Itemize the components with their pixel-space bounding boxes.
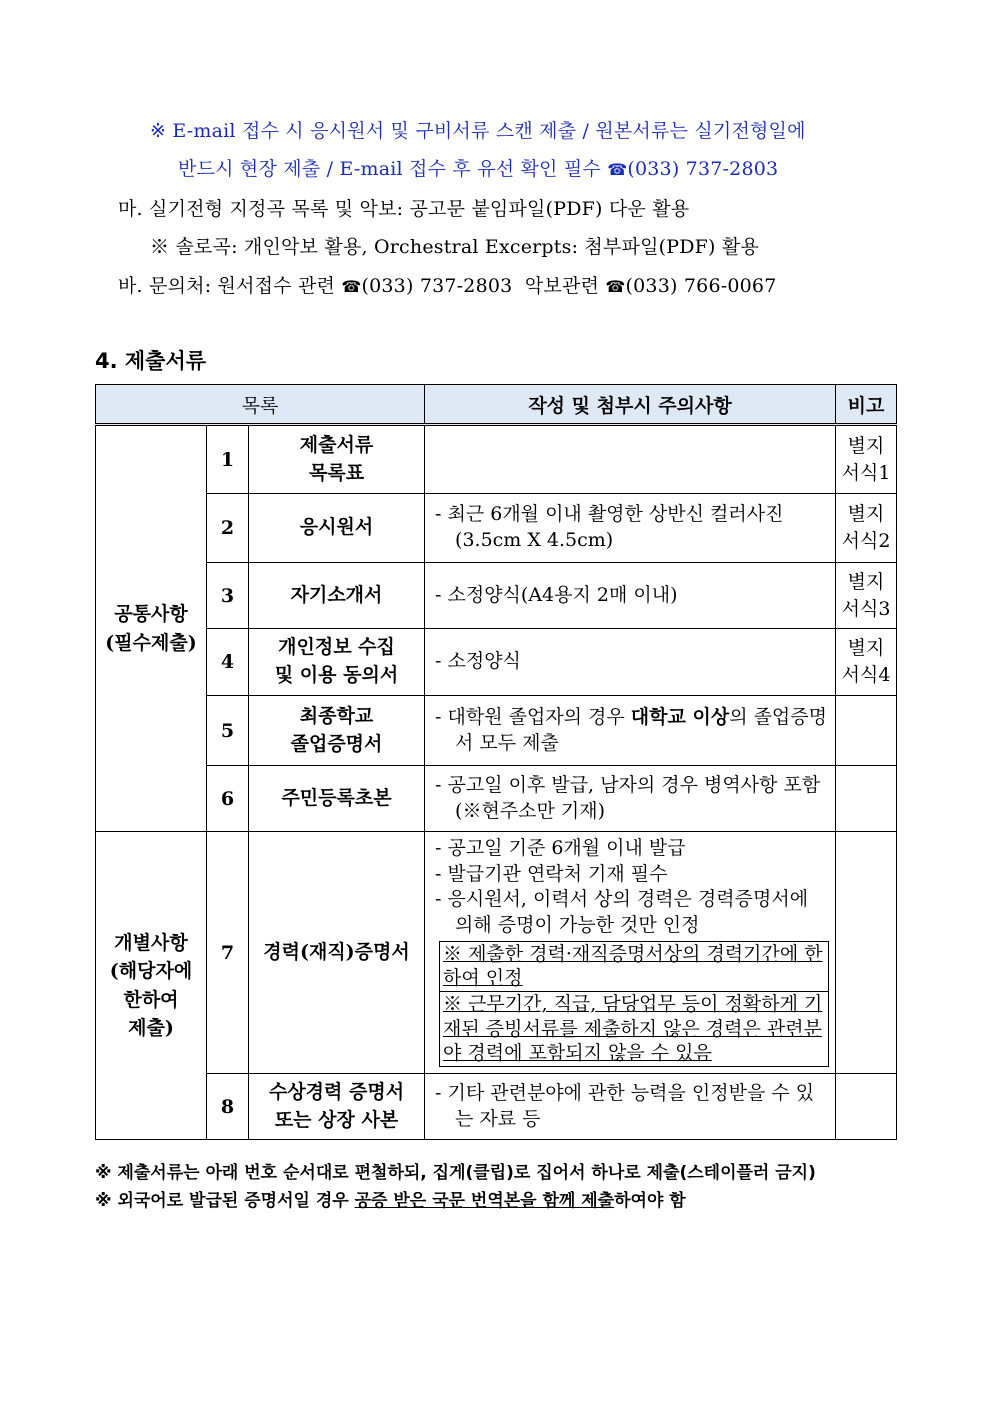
category-common-line: 공통사항 xyxy=(114,603,188,625)
doc-name-line: 주민등록초본 xyxy=(281,786,392,809)
row-number: 7 xyxy=(207,832,249,1074)
doc-notes xyxy=(425,494,836,563)
email-note-tel: (033) 737-2803 xyxy=(627,158,779,180)
item-ma-note: ※ 솔로곡: 개인악보 활용, Orchestral Excerpts: 첨부파일(PDF) 활용 xyxy=(150,236,760,258)
doc-remark xyxy=(836,832,897,1074)
category-individual-line: 제출) xyxy=(128,1017,174,1039)
item-ba-tel2: (033) 766-0067 xyxy=(625,275,777,297)
doc-notes xyxy=(425,832,836,1074)
doc-notes xyxy=(425,766,836,832)
section-title: 4. 제출서류 xyxy=(95,349,207,373)
category-common-line: (필수제출) xyxy=(105,631,197,654)
note-bold: 대학교 이상 xyxy=(630,705,730,728)
footer-note-2 xyxy=(95,1186,686,1211)
doc-name xyxy=(249,425,425,494)
category-individual-line: 개별사항 xyxy=(114,931,188,954)
row-number: 2 xyxy=(207,494,249,563)
header-remarks: 비고 xyxy=(836,385,897,425)
category-common xyxy=(96,425,207,832)
phone-icon: ☎ xyxy=(341,277,362,296)
doc-remark xyxy=(836,1074,897,1140)
doc-name xyxy=(249,563,425,629)
doc-name-line: 목록표 xyxy=(308,461,365,484)
doc-name-line: 자기소개서 xyxy=(290,583,383,606)
header-notes: 작성 및 첨부시 주의사항 xyxy=(425,385,836,425)
table-row xyxy=(96,696,897,766)
doc-name-line: 및 이용 동의서 xyxy=(274,664,399,686)
doc-name xyxy=(249,696,425,766)
remark-line: 별지 xyxy=(847,637,885,660)
note-line: - 최근 6개월 이내 촬영한 상반신 컬러사진 (3.5cm X 4.5cm) xyxy=(435,503,784,551)
footer-note-2-underlined: 공증 받은 국문 번역본을 함께 제출 xyxy=(354,1191,615,1211)
table-row xyxy=(96,425,897,494)
phone-icon: ☎ xyxy=(607,160,628,179)
doc-remark xyxy=(836,425,897,494)
doc-remark xyxy=(836,629,897,696)
note-line: - 소정양식 xyxy=(435,650,521,673)
doc-notes xyxy=(425,1074,836,1140)
footer-note-1: ※ 제출서류는 아래 번호 순서대로 편철하되, 집게(클립)로 집어서 하나로 제출(스테이플러 금지) xyxy=(95,1163,816,1183)
table-row xyxy=(96,494,897,563)
note-line: - 응시원서, 이력서 상의 경력은 경력증명서에 의해 증명이 가능한 것만 인정 xyxy=(435,888,809,936)
doc-name-line: 개인정보 수집 xyxy=(278,636,395,659)
doc-name xyxy=(249,494,425,563)
email-note-text: 반드시 현장 제출 / E-mail 접수 후 유선 확인 필수 xyxy=(178,158,608,180)
doc-name-line: 졸업증명서 xyxy=(290,732,383,755)
remark-line: 서식1 xyxy=(841,461,891,484)
documents-table xyxy=(95,384,897,1140)
doc-notes xyxy=(425,696,836,766)
doc-name-line: 경력(재직)증명서 xyxy=(263,940,410,963)
doc-notes xyxy=(425,563,836,629)
doc-remark xyxy=(836,563,897,629)
doc-remark xyxy=(836,494,897,563)
footer-note-2-pre: ※ 외국어로 발급된 증명서일 경우 xyxy=(95,1191,355,1211)
remark-line: 별지 xyxy=(847,434,885,457)
doc-notes xyxy=(425,425,836,494)
doc-name xyxy=(249,766,425,832)
doc-name-line: 최종학교 xyxy=(299,704,374,727)
doc-remark xyxy=(836,766,897,832)
table-row xyxy=(96,1074,897,1140)
footer-note-2-post: 하여야 함 xyxy=(614,1191,686,1211)
note-text: 의 졸업증명서 모두 제출 xyxy=(455,705,827,754)
note-text: - 대학원 졸업자의 경우 xyxy=(435,705,631,728)
item-ba-mid: 악보관련 xyxy=(512,275,606,297)
doc-name-line: 또는 상장 사본 xyxy=(274,1108,399,1131)
category-individual-line: 한하여 xyxy=(123,988,179,1011)
remark-line: 서식2 xyxy=(841,530,891,552)
doc-name-line: 응시원서 xyxy=(299,516,374,539)
note-line xyxy=(435,705,831,756)
row-number: 6 xyxy=(207,766,249,832)
remark-line: 서식3 xyxy=(841,597,891,620)
remark-line: 별지 xyxy=(847,570,885,593)
remark-line: 서식4 xyxy=(841,664,891,686)
category-individual xyxy=(96,832,207,1140)
row-number: 1 xyxy=(207,425,249,494)
doc-remark xyxy=(836,696,897,766)
doc-name xyxy=(249,1074,425,1140)
remark-line: 별지 xyxy=(847,503,885,526)
category-individual-line: (해당자에 xyxy=(109,960,193,982)
boxed-note: ※ 근무기간, 직급, 담당업무 등이 정확하게 기재된 증빙서류를 제출하지 않은 경력은 관련분야 경력에 포함되지 않을 수 있음 xyxy=(439,992,829,1067)
doc-notes xyxy=(425,629,836,696)
note-line: - 공고일 기준 6개월 이내 발급 xyxy=(435,837,686,859)
item-ba xyxy=(118,271,777,298)
note-line: - 기타 관련분야에 관한 능력을 인정받을 수 있는 자료 등 xyxy=(435,1081,815,1130)
item-ma: 마. 실기전형 지정곡 목록 및 악보: 공고문 붙임파일(PDF) 다운 활용 xyxy=(118,198,690,220)
table-row xyxy=(96,629,897,696)
item-ba-prefix: 바. 문의처: 원서접수 관련 xyxy=(118,275,342,297)
row-number: 4 xyxy=(207,629,249,696)
doc-name xyxy=(249,629,425,696)
email-note-line-2 xyxy=(178,154,778,181)
note-line: - 발급기관 연락처 기재 필수 xyxy=(435,862,668,885)
phone-icon: ☎ xyxy=(605,277,626,296)
item-ba-tel1: (033) 737-2803 xyxy=(361,275,513,297)
note-line: - 공고일 이후 발급, 남자의 경우 병역사항 포함(※현주소만 기재) xyxy=(435,773,821,822)
email-note-line-1: ※ E-mail 접수 시 응시원서 및 구비서류 스캔 제출 / 원본서류는 실기전형일에 xyxy=(150,120,806,142)
table-row xyxy=(96,563,897,629)
note-line: - 소정양식(A4용지 2매 이내) xyxy=(435,583,678,606)
doc-name xyxy=(249,832,425,1074)
row-number: 8 xyxy=(207,1074,249,1140)
doc-name-line: 제출서류 xyxy=(299,433,374,456)
table-row xyxy=(96,766,897,832)
header-list: 목록 xyxy=(96,385,425,425)
row-number: 3 xyxy=(207,563,249,629)
doc-name-line: 수상경력 증명서 xyxy=(268,1080,405,1103)
boxed-note: ※ 제출한 경력·재직증명서상의 경력기간에 한하여 인정 xyxy=(439,941,829,992)
table-row xyxy=(96,832,897,1074)
row-number: 5 xyxy=(207,696,249,766)
